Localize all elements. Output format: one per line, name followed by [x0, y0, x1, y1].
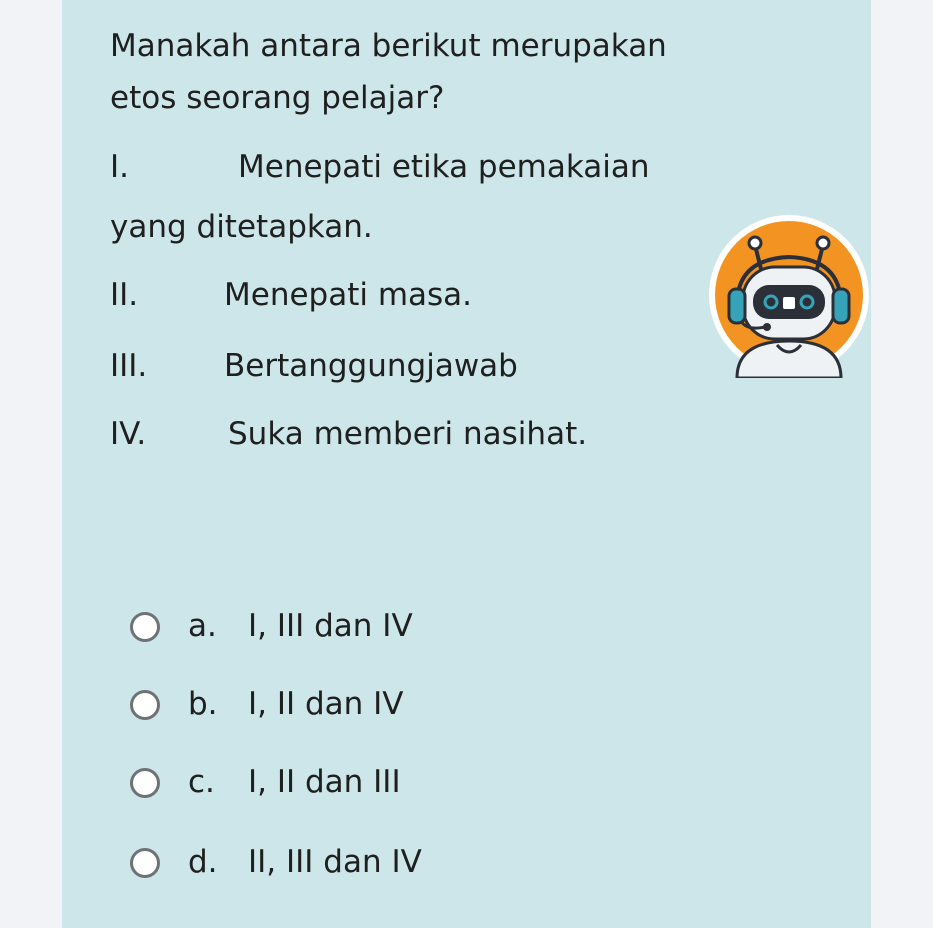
statement-number: I.: [110, 149, 129, 185]
radio-button-icon[interactable]: [130, 768, 160, 798]
statement-number: IV.: [110, 416, 147, 452]
option-letter: a.: [188, 608, 217, 644]
option-c[interactable]: [130, 762, 530, 806]
option-b[interactable]: [130, 684, 530, 728]
statement-text: Suka memberi nasihat.: [228, 416, 588, 452]
option-letter: d.: [188, 844, 218, 880]
question-line-1: Manakah antara berikut merupakan: [110, 28, 667, 64]
radio-button-icon[interactable]: [130, 848, 160, 878]
statement-number: II.: [110, 277, 139, 313]
option-letter: b.: [188, 686, 218, 722]
option-text: II, III dan IV: [248, 844, 422, 880]
radio-button-icon[interactable]: [130, 690, 160, 720]
statement-text: Menepati masa.: [224, 277, 473, 313]
question-card: [62, 0, 871, 928]
option-text: I, III dan IV: [248, 608, 413, 644]
option-a[interactable]: [130, 606, 530, 650]
statement-number: III.: [110, 348, 148, 384]
option-text: I, II dan IV: [248, 686, 404, 722]
option-d[interactable]: [130, 842, 530, 886]
statement-continuation: yang ditetapkan.: [110, 209, 373, 245]
option-letter: c.: [188, 764, 215, 800]
question-line-2: etos seorang pelajar?: [110, 80, 445, 116]
robot-headset-icon: [707, 213, 872, 378]
option-text: I, II dan III: [248, 764, 401, 800]
statement-text: Bertanggungjawab: [224, 348, 518, 384]
radio-button-icon[interactable]: [130, 612, 160, 642]
statement-text: Menepati etika pemakaian: [238, 149, 650, 185]
